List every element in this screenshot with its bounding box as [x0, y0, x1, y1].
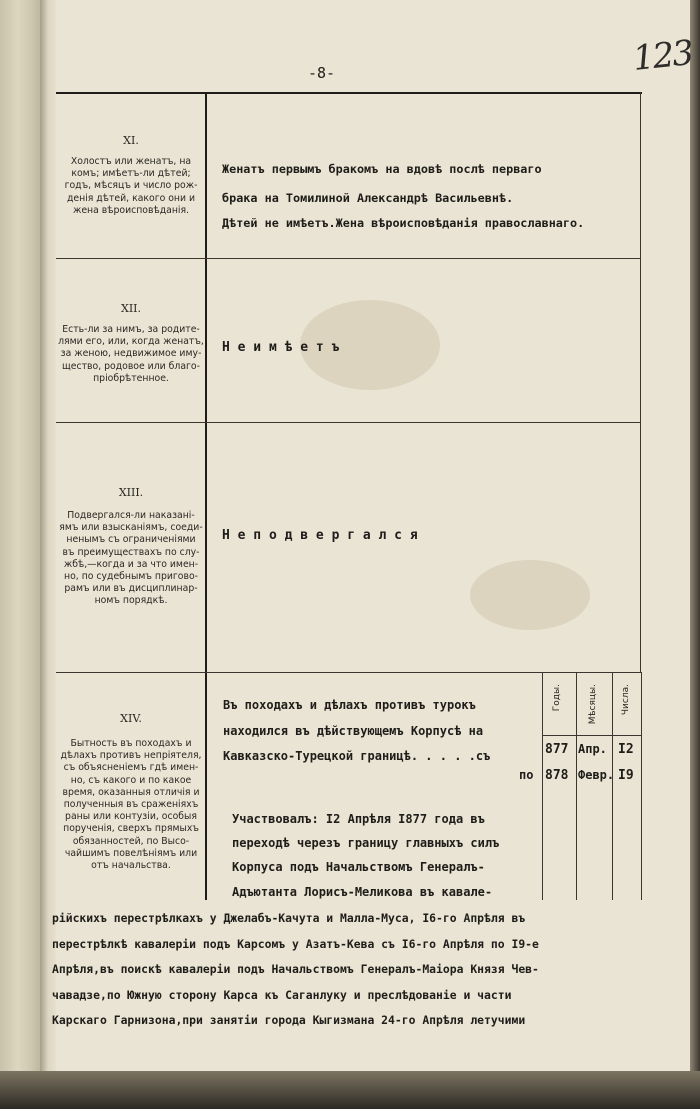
question-line: но, по судебнымъ пригово-: [64, 571, 198, 583]
section-xi-answer-line: Дѣтей не имѣетъ.Жена вѣроисповѣданія православнаго.: [222, 216, 585, 230]
question-line: лями его, или, когда женатъ,: [58, 336, 204, 348]
narrative-line: перестрѣлкѣ кавалеріи подъ Карсомъ у Азатъ-Кева съ I6-го Апрѣля по I9-е: [52, 937, 539, 951]
section-xi-answer-line: брака на Томилиной Александрѣ Васильевнѣ.: [222, 191, 514, 205]
question-line: раны или контузіи, особыя: [65, 811, 197, 823]
question-line: Есть-ли за нимъ, за родите-: [62, 324, 200, 335]
column-header-days: Числа.: [621, 684, 631, 716]
question-line: въ преимуществахъ по слу-: [62, 546, 200, 558]
table-top-border: [56, 92, 642, 94]
question-line: Бытность въ походахъ и: [70, 738, 192, 749]
narrative-line: Карскаго Гарнизона,при занятіи города Кыгизмана 24-го Апрѣля летучими: [52, 1013, 526, 1027]
section-xiv-answer-line: Кавказско-Турецкой границѣ. . . . .съ: [223, 749, 491, 763]
section-xiv-answer-line: Въ походахъ и дѣлахъ противъ турокъ: [223, 698, 476, 712]
section-xii-question: [58, 324, 204, 385]
section-xi-answer-line: Женатъ первымъ бракомъ на вдовѣ послѣ перваго: [222, 162, 542, 176]
question-line: время, оказанныя отличія и: [62, 786, 200, 798]
section-xiv-question: [58, 738, 204, 872]
date-column-divider: [612, 672, 613, 900]
question-line: чайшимъ повелѣніямъ или: [64, 847, 198, 859]
narrative-line: Адъютанта Лорисъ-Меликова въ кавале-: [232, 885, 493, 899]
question-line: ямъ или взысканіямъ, соеди-: [59, 522, 203, 534]
narrative-line: рійскихъ перестрѣлкахъ у Джелабъ-Качута и Малла-Муса, I6-го Апрѣля въ: [52, 911, 526, 925]
question-line: денія дѣтей, какого они и: [66, 192, 196, 204]
question-line: годъ, мѣсяцъ и число рож-: [64, 180, 198, 192]
section-xiii-numeral: XIII.: [118, 486, 144, 499]
question-line: дѣлахъ противъ непріятеля,: [60, 750, 202, 762]
question-line: жена вѣроисповѣданія.: [72, 204, 190, 216]
date-month: Февр.: [578, 768, 615, 782]
date-column-divider: [576, 672, 577, 900]
question-line: отъ начальства.: [91, 860, 171, 872]
date-day: I9: [618, 768, 634, 783]
scan-edge-bottom: [0, 1071, 700, 1109]
date-prefix: по: [519, 768, 534, 782]
question-line: порученія, сверхъ прямыхъ: [63, 823, 199, 835]
column-header-months: Мѣсяцы.: [588, 684, 598, 725]
question-line: ненымъ съ ограниченіями: [66, 534, 196, 546]
row-divider: [56, 422, 641, 423]
date-header-divider: [542, 735, 641, 736]
question-line: обязанностей, по Высо-: [72, 835, 190, 847]
column-header-years: Годы.: [552, 684, 562, 712]
question-line: полученныя въ сраженіяхъ: [63, 799, 199, 811]
narrative-line: Корпуса подъ Начальствомъ Генералъ-: [232, 860, 485, 874]
section-xiv-numeral: XIV.: [120, 712, 142, 725]
date-month: Апр.: [578, 742, 607, 756]
handwritten-folio-number: 123: [631, 33, 694, 79]
date-year: 878: [545, 768, 569, 783]
narrative-line: чавадзе,по Южную сторону Карса къ Саганлуку и преслѣдованіе и части: [52, 988, 512, 1002]
section-xi-question: [58, 156, 204, 217]
table-right-border: [640, 92, 641, 672]
section-xiv-answer-line: находился въ дѣйствующемъ Корпусѣ на: [223, 724, 484, 738]
page-number: -8-: [308, 64, 336, 82]
question-line: номъ порядкѣ.: [94, 595, 168, 607]
section-xiii-question: [58, 510, 204, 608]
question-line: комъ; имѣетъ-ли дѣтей;: [71, 168, 191, 180]
narrative-line: Апрѣля,въ поискѣ кавалеріи подъ Начальствомъ Генералъ-Маіора Князя Чев-: [52, 962, 539, 976]
row-divider: [56, 672, 641, 673]
question-line: пріобрѣтенное.: [93, 372, 169, 384]
paper-stain: [470, 560, 590, 630]
section-xiii-answer: Н е п о д в е р г а л с я: [222, 528, 418, 543]
narrative-line: переходѣ черезъ границу главныхъ силъ: [232, 836, 500, 850]
section-xii-answer: Н е и м ѣ е т ъ: [222, 340, 340, 355]
question-line: съ объясненіемъ гдѣ имен-: [63, 762, 199, 774]
date-column-divider: [542, 672, 543, 900]
section-xi-numeral: XI.: [123, 134, 139, 147]
question-line: за женою, недвижимое иму-: [60, 348, 202, 360]
question-line: рамъ или въ дисциплинар-: [64, 583, 198, 595]
date-day: I2: [618, 742, 634, 757]
question-line: щество, родовое или благо-: [62, 360, 200, 372]
question-line: но, съ какого и по какое: [70, 774, 192, 786]
scan-edge-right: [690, 0, 700, 1109]
question-line: Холостъ или женатъ, на: [70, 156, 192, 167]
section-xii-numeral: XII.: [120, 302, 142, 315]
narrative-line: Участвовалъ: I2 Апрѣля I877 года въ: [232, 812, 485, 826]
row-divider: [56, 258, 641, 259]
date-column-divider: [641, 672, 642, 900]
date-year: 877: [545, 742, 569, 757]
question-line: жбѣ,—когда и за что имен-: [63, 558, 199, 570]
question-line: Подвергался-ли наказані-: [67, 510, 195, 521]
